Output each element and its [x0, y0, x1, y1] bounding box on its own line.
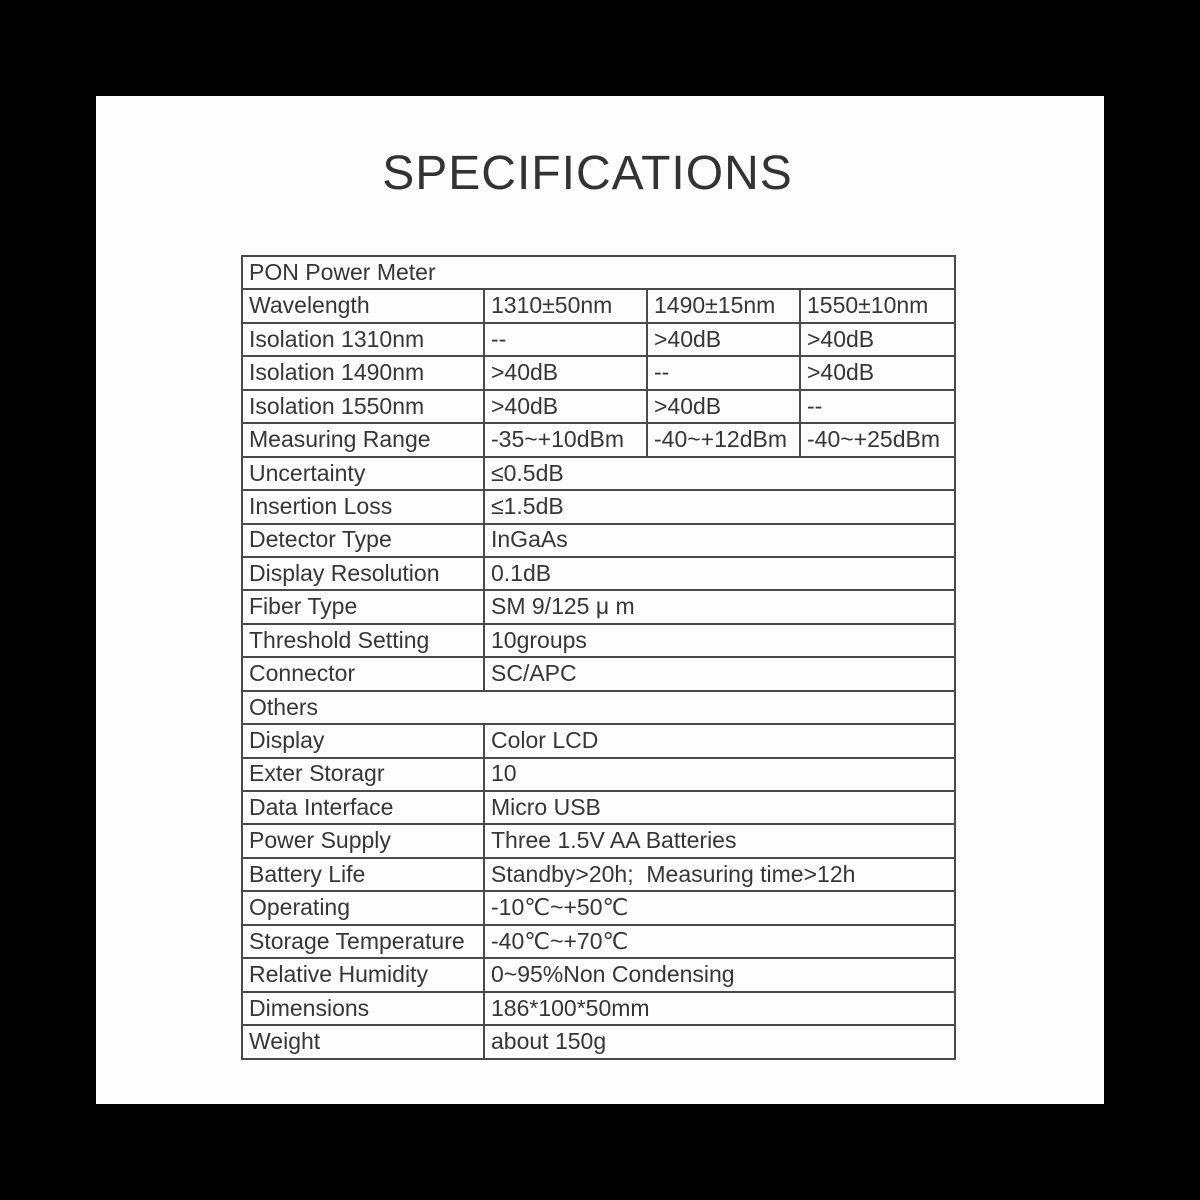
spec-row: [242, 356, 955, 389]
spec-value-cell: >40dB: [800, 323, 955, 356]
spec-label-cell: Isolation 1490nm: [242, 356, 484, 389]
spec-row: [242, 524, 955, 557]
spec-value-cell: -40~+12dBm: [647, 423, 800, 456]
spec-row: [242, 691, 955, 724]
spec-value-cell: 1550±10nm: [800, 289, 955, 322]
spec-value-cell: --: [800, 390, 955, 423]
spec-value-cell: InGaAs: [484, 524, 955, 557]
spec-value-cell: SC/APC: [484, 657, 955, 690]
spec-label-cell: Display Resolution: [242, 557, 484, 590]
spec-label-cell: Weight: [242, 1025, 484, 1058]
spec-label-cell: Data Interface: [242, 791, 484, 824]
spec-label-cell: Isolation 1310nm: [242, 323, 484, 356]
spec-row: [242, 457, 955, 490]
spec-row: [242, 758, 955, 791]
spec-row: [242, 1025, 955, 1058]
spec-row: [242, 958, 955, 991]
spec-label-cell: Operating: [242, 891, 484, 924]
spec-row: [242, 657, 955, 690]
spec-value-cell: >40dB: [484, 356, 647, 389]
spec-value-cell: 0~95%Non Condensing: [484, 958, 955, 991]
spec-label-cell: Relative Humidity: [242, 958, 484, 991]
spec-row: [242, 925, 955, 958]
spec-table: [241, 255, 956, 1060]
spec-label-cell: Insertion Loss: [242, 490, 484, 523]
spec-sheet: [96, 96, 1104, 1104]
spec-label-cell: Storage Temperature: [242, 925, 484, 958]
spec-row: [242, 289, 955, 322]
spec-label-cell: Wavelength: [242, 289, 484, 322]
spec-row: [242, 858, 955, 891]
spec-row: [242, 323, 955, 356]
spec-row: [242, 624, 955, 657]
spec-value-cell: about 150g: [484, 1025, 955, 1058]
spec-value-cell: Micro USB: [484, 791, 955, 824]
spec-row: [242, 992, 955, 1025]
spec-label-cell: Battery Life: [242, 858, 484, 891]
spec-value-cell: --: [484, 323, 647, 356]
spec-row: [242, 791, 955, 824]
spec-row: [242, 423, 955, 456]
spec-value-cell: SM 9/125 μ m: [484, 590, 955, 623]
spec-label-cell: Others: [242, 691, 955, 724]
spec-value-cell: -40~+25dBm: [800, 423, 955, 456]
page-title: SPECIFICATIONS: [382, 147, 793, 200]
spec-value-cell: >40dB: [484, 390, 647, 423]
spec-table-body: [242, 256, 955, 1059]
spec-label-cell: Exter Storagr: [242, 758, 484, 791]
spec-value-cell: Color LCD: [484, 724, 955, 757]
spec-row: [242, 557, 955, 590]
spec-label-cell: Detector Type: [242, 524, 484, 557]
spec-value-cell: 186*100*50mm: [484, 992, 955, 1025]
spec-label-cell: Fiber Type: [242, 590, 484, 623]
spec-value-cell: ≤0.5dB: [484, 457, 955, 490]
spec-value-cell: >40dB: [647, 323, 800, 356]
spec-row: [242, 590, 955, 623]
spec-label-cell: Connector: [242, 657, 484, 690]
spec-value-cell: --: [647, 356, 800, 389]
spec-row: [242, 824, 955, 857]
spec-value-cell: 10groups: [484, 624, 955, 657]
spec-value-cell: 1310±50nm: [484, 289, 647, 322]
spec-label-cell: Threshold Setting: [242, 624, 484, 657]
spec-label-cell: Isolation 1550nm: [242, 390, 484, 423]
spec-row: [242, 724, 955, 757]
spec-label-cell: Uncertainty: [242, 457, 484, 490]
spec-value-cell: -35~+10dBm: [484, 423, 647, 456]
spec-row: [242, 390, 955, 423]
spec-row: [242, 256, 955, 289]
spec-value-cell: -10℃~+50℃: [484, 891, 955, 924]
spec-label-cell: Display: [242, 724, 484, 757]
spec-label-cell: Measuring Range: [242, 423, 484, 456]
spec-value-cell: -40℃~+70℃: [484, 925, 955, 958]
spec-value-cell: 10: [484, 758, 955, 791]
spec-label-cell: PON Power Meter: [242, 256, 955, 289]
spec-value-cell: Standby>20h; Measuring time>12h: [484, 858, 955, 891]
spec-label-cell: Power Supply: [242, 824, 484, 857]
spec-value-cell: >40dB: [647, 390, 800, 423]
spec-value-cell: Three 1.5V AA Batteries: [484, 824, 955, 857]
spec-row: [242, 891, 955, 924]
spec-label-cell: Dimensions: [242, 992, 484, 1025]
spec-value-cell: 1490±15nm: [647, 289, 800, 322]
spec-row: [242, 490, 955, 523]
spec-value-cell: >40dB: [800, 356, 955, 389]
spec-value-cell: ≤1.5dB: [484, 490, 955, 523]
spec-value-cell: 0.1dB: [484, 557, 955, 590]
